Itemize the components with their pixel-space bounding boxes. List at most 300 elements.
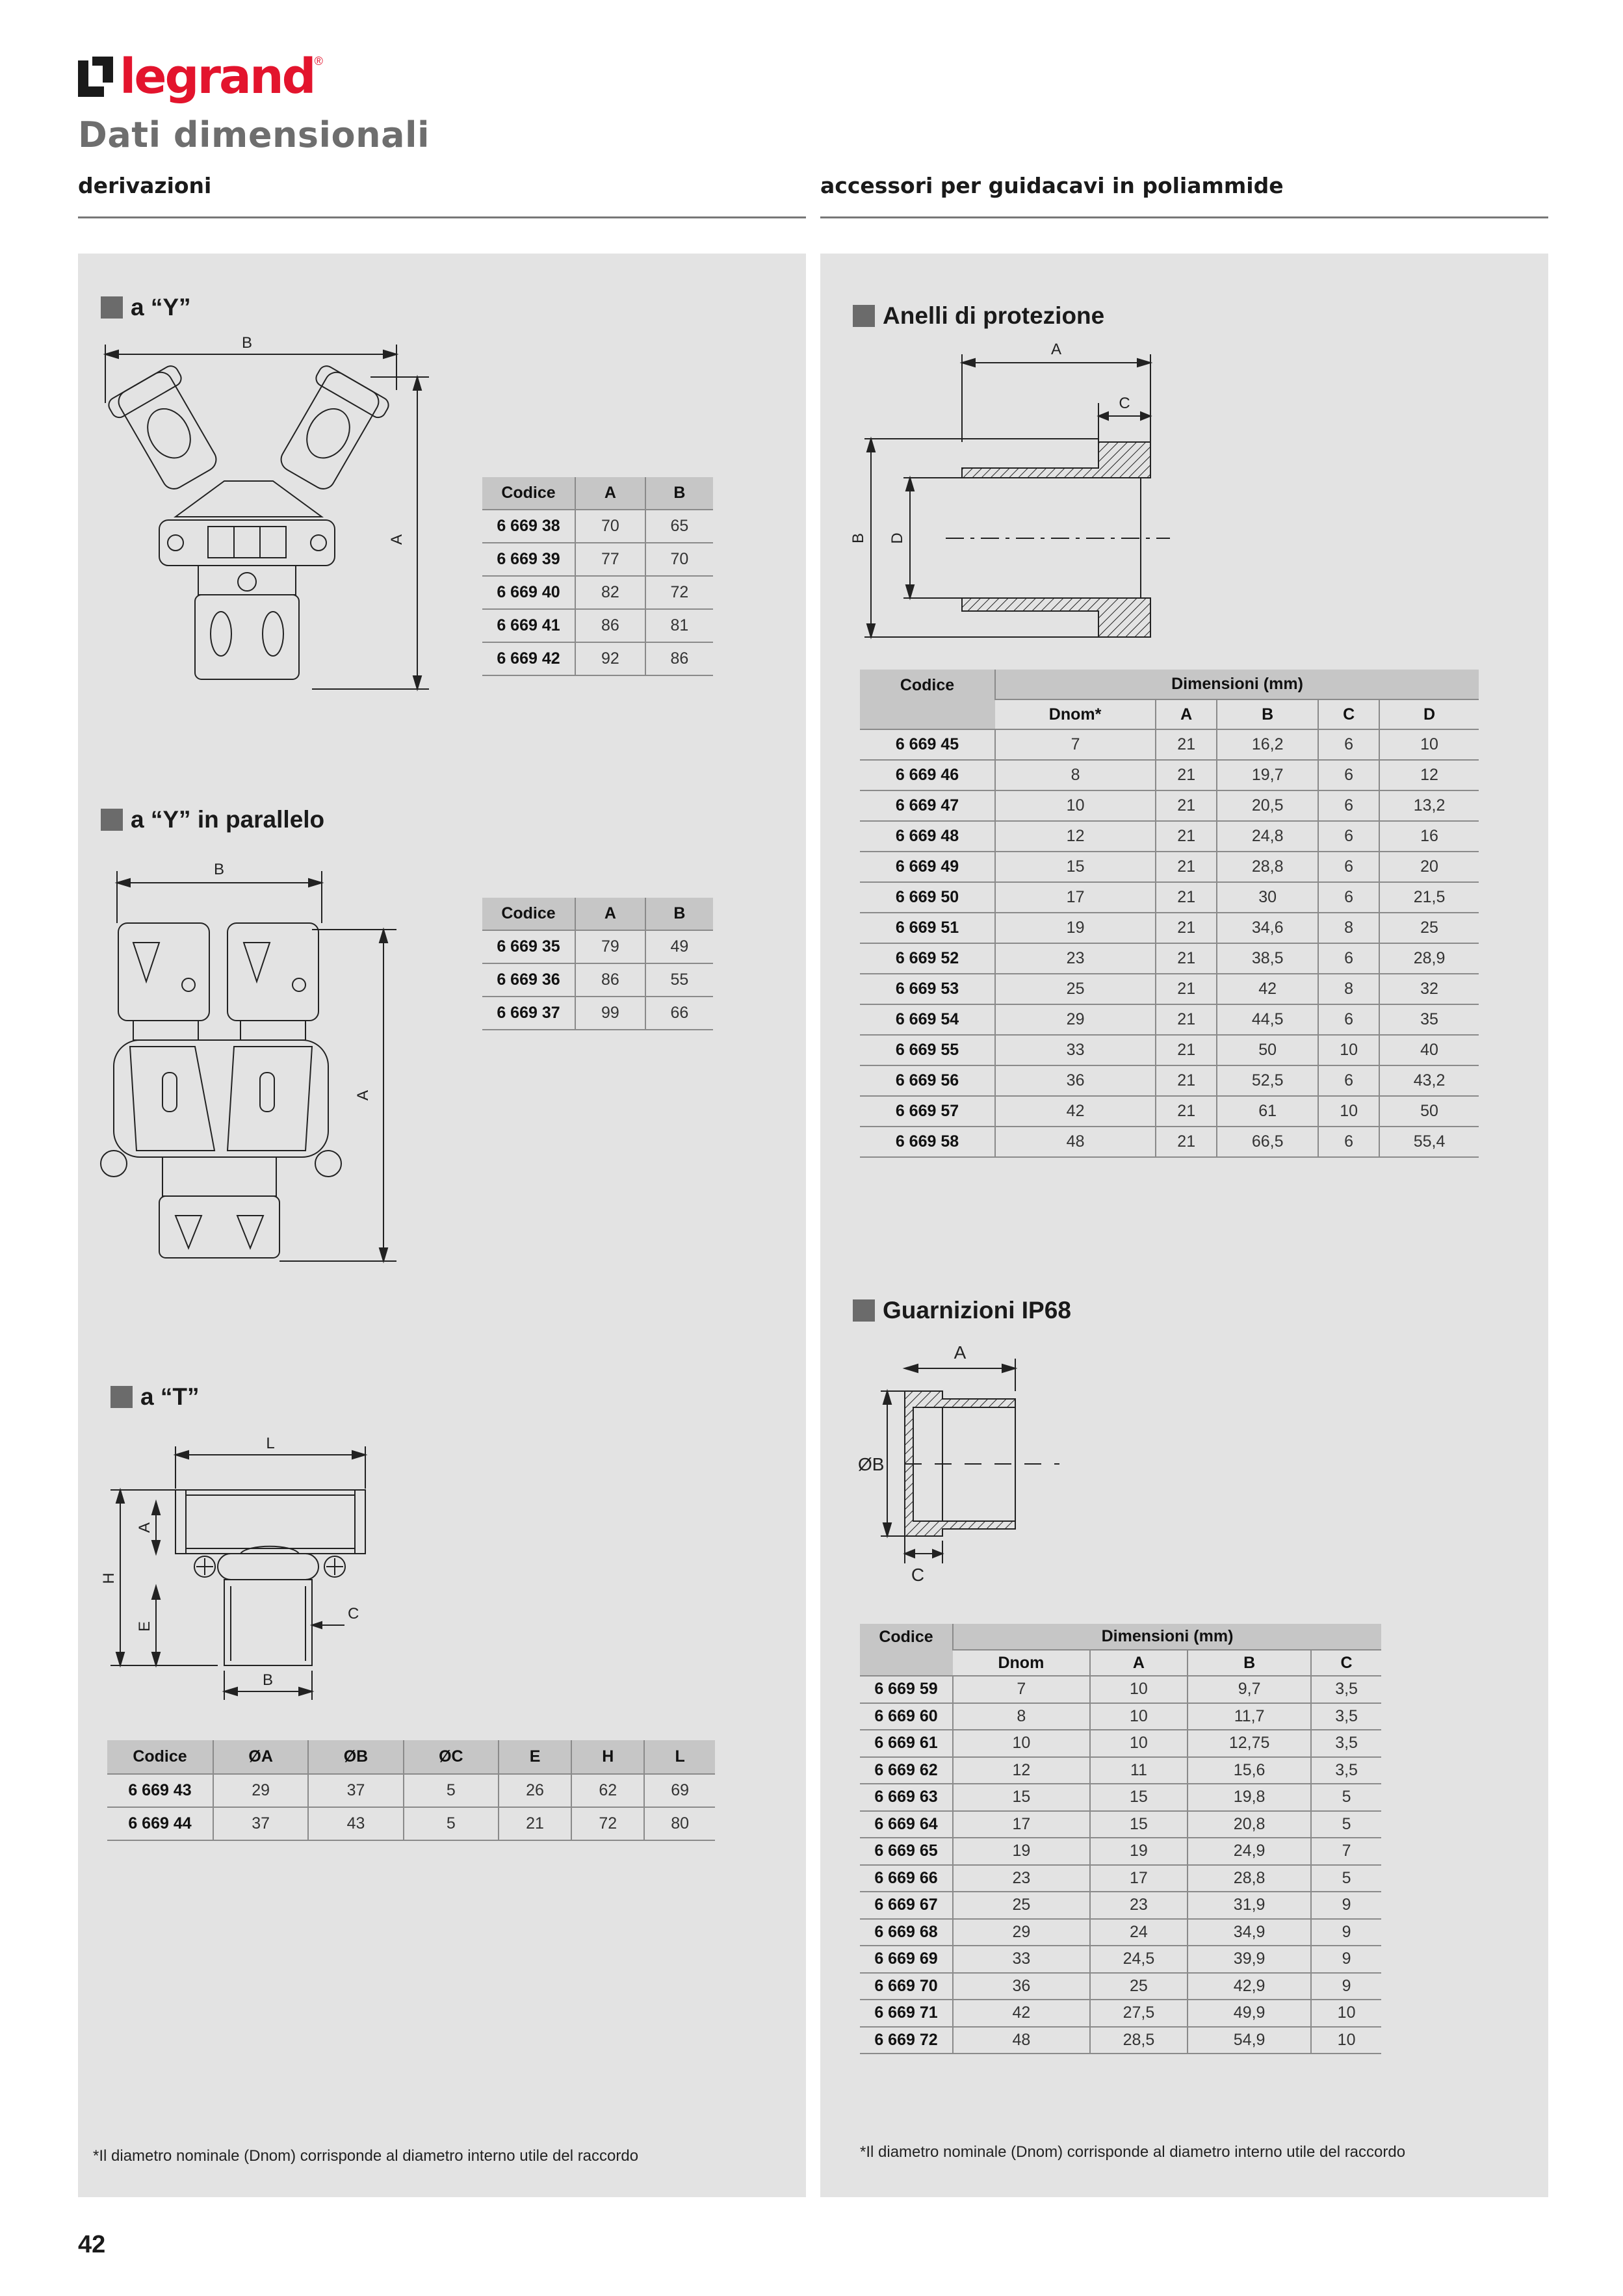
y-branch-heading-text: a “Y”	[131, 294, 191, 320]
anelli-dim-d-label: D	[889, 532, 906, 544]
value-cell: 19	[1090, 1838, 1188, 1865]
left-section-title: derivazioni	[78, 173, 212, 198]
value-cell: 52,5	[1217, 1065, 1318, 1096]
value-cell: 8	[953, 1703, 1090, 1730]
value-cell: 13,2	[1379, 790, 1479, 821]
bullet-square-icon	[101, 296, 123, 319]
product-code-cell: 6 669 56	[895, 1071, 959, 1089]
value-cell: 99	[575, 997, 645, 1030]
t-dim-e-label: E	[136, 1621, 153, 1632]
value-cell: 33	[995, 1035, 1156, 1065]
value-cell: 72	[645, 576, 713, 609]
product-code-cell: 6 669 68	[874, 1922, 938, 1941]
product-code-cell: 6 669 67	[874, 1896, 938, 1914]
col-header: Codice	[860, 1624, 953, 1676]
value-cell: 6	[1318, 1065, 1379, 1096]
value-cell: 21	[1156, 1004, 1217, 1035]
col-header: H	[571, 1740, 644, 1774]
value-cell: 48	[953, 2027, 1090, 2054]
value-cell: 20,5	[1217, 790, 1318, 821]
product-code-cell: 6 669 55	[895, 1041, 959, 1059]
value-cell: 28,5	[1090, 2027, 1188, 2054]
value-cell: 16,2	[1217, 729, 1318, 760]
value-cell: 69	[644, 1774, 715, 1807]
value-cell: 27,5	[1090, 2000, 1188, 2027]
t-branch-heading-text: a “T”	[140, 1383, 200, 1410]
table-row	[860, 1004, 1479, 1035]
value-cell: 25	[953, 1892, 1090, 1919]
table-row	[860, 821, 1479, 852]
value-cell: 6	[1318, 852, 1379, 882]
value-cell: 21	[1156, 821, 1217, 852]
col-header: B	[645, 898, 713, 930]
value-cell: 12,75	[1188, 1730, 1311, 1757]
product-code-cell: 6 669 51	[895, 919, 959, 937]
value-cell: 33	[953, 1946, 1090, 1973]
value-cell: 10	[1311, 2000, 1381, 2027]
y-branch-heading	[101, 294, 191, 321]
guarnizioni-table	[860, 1624, 1381, 2054]
y-parallel-table	[482, 898, 713, 1030]
value-cell: 49	[645, 930, 713, 963]
guarnizioni-dim-b-label: ØB	[858, 1454, 885, 1474]
value-cell: 25	[1379, 913, 1479, 943]
value-cell: 42	[1217, 974, 1318, 1004]
anelli-heading-text: Anelli di protezione	[883, 302, 1105, 329]
table-row	[482, 576, 713, 609]
value-cell: 9	[1311, 1946, 1381, 1973]
table-row	[860, 729, 1479, 760]
table-row	[482, 510, 713, 543]
table-row	[860, 1865, 1381, 1892]
value-cell: 10	[1318, 1096, 1379, 1127]
value-cell: 6	[1318, 760, 1379, 790]
col-header: D	[1379, 699, 1479, 729]
col-header: L	[644, 1740, 715, 1774]
col-header: A	[575, 477, 645, 510]
t-branch-diagram	[97, 1430, 409, 1703]
value-cell: 72	[571, 1807, 644, 1840]
value-cell: 21	[1156, 760, 1217, 790]
value-cell: 42,9	[1188, 1973, 1311, 2000]
t-branch-heading	[110, 1383, 199, 1411]
product-code-cell: 6 669 64	[874, 1814, 938, 1833]
guarnizioni-heading	[853, 1297, 1071, 1324]
value-cell: 21	[1156, 882, 1217, 913]
value-cell: 6	[1318, 790, 1379, 821]
value-cell: 15	[995, 852, 1156, 882]
value-cell: 55	[645, 963, 713, 997]
value-cell: 17	[953, 1811, 1090, 1838]
product-code-cell: 6 669 42	[497, 649, 560, 668]
table-row	[860, 1127, 1479, 1157]
value-cell: 77	[575, 543, 645, 576]
right-section-rule	[820, 216, 1548, 218]
product-code-cell: 6 669 40	[497, 583, 560, 601]
value-cell: 30	[1217, 882, 1318, 913]
value-cell: 24	[1090, 1919, 1188, 1946]
table-row	[860, 1096, 1479, 1127]
anelli-heading	[853, 302, 1104, 330]
legrand-logo-icon	[78, 57, 113, 97]
value-cell: 86	[645, 642, 713, 675]
product-code-cell: 6 669 59	[874, 1680, 938, 1699]
guarnizioni-diagram	[845, 1339, 1118, 1599]
value-cell: 28,8	[1217, 852, 1318, 882]
value-cell: 24,8	[1217, 821, 1318, 852]
value-cell: 19	[995, 913, 1156, 943]
right-footnote: *Il diametro nominale (Dnom) corrisponde al diametro interno utile del raccordo	[860, 2143, 1406, 2161]
bullet-square-icon	[853, 305, 875, 327]
value-cell: 82	[575, 576, 645, 609]
value-cell: 21	[1156, 852, 1217, 882]
col-header: C	[1318, 699, 1379, 729]
product-code-cell: 6 669 57	[895, 1102, 959, 1120]
value-cell: 16	[1379, 821, 1479, 852]
col-header: E	[499, 1740, 571, 1774]
value-cell: 8	[995, 760, 1156, 790]
value-cell: 81	[645, 609, 713, 642]
table-row	[860, 2000, 1381, 2027]
value-cell: 6	[1318, 821, 1379, 852]
bullet-square-icon	[101, 809, 123, 831]
col-header: ØA	[213, 1740, 308, 1774]
table-row	[482, 997, 713, 1030]
product-code-cell: 6 669 44	[128, 1814, 192, 1833]
anelli-dim-c-label: C	[1119, 395, 1130, 412]
logo-wordmark: legrand	[120, 49, 315, 105]
value-cell: 12	[953, 1757, 1090, 1784]
value-cell: 21	[1156, 913, 1217, 943]
page-number: 42	[78, 2231, 106, 2258]
y-parallel-heading-text: a “Y” in parallelo	[131, 806, 325, 833]
value-cell: 20	[1379, 852, 1479, 882]
value-cell: 55,4	[1379, 1127, 1479, 1157]
value-cell: 11	[1090, 1757, 1188, 1784]
value-cell: 36	[953, 1973, 1090, 2000]
value-cell: 34,9	[1188, 1919, 1311, 1946]
page-title: Dati dimensionali	[78, 114, 430, 155]
value-cell: 19,7	[1217, 760, 1318, 790]
t-dim-h-label: H	[100, 1572, 118, 1584]
value-cell: 15,6	[1188, 1757, 1311, 1784]
value-cell: 28,8	[1188, 1865, 1311, 1892]
value-cell: 49,9	[1188, 2000, 1311, 2027]
product-code-cell: 6 669 46	[895, 766, 959, 784]
product-code-cell: 6 669 45	[895, 735, 959, 753]
right-section-title: accessori per guidacavi in poliammide	[820, 173, 1284, 198]
value-cell: 11,7	[1188, 1703, 1311, 1730]
value-cell: 54,9	[1188, 2027, 1311, 2054]
table-row	[860, 882, 1479, 913]
value-cell: 3,5	[1311, 1703, 1381, 1730]
value-cell: 12	[1379, 760, 1479, 790]
value-cell: 10	[1090, 1703, 1188, 1730]
value-cell: 86	[575, 963, 645, 997]
table-row	[107, 1774, 715, 1807]
value-cell: 17	[1090, 1865, 1188, 1892]
value-cell: 10	[995, 790, 1156, 821]
value-cell: 86	[575, 609, 645, 642]
col-header: Codice	[107, 1740, 213, 1774]
product-code-cell: 6 669 54	[895, 1010, 959, 1028]
value-cell: 92	[575, 642, 645, 675]
value-cell: 23	[953, 1865, 1090, 1892]
value-cell: 6	[1318, 882, 1379, 913]
value-cell: 3,5	[1311, 1676, 1381, 1703]
table-row	[482, 543, 713, 576]
product-code-cell: 6 669 65	[874, 1842, 938, 1860]
value-cell: 21	[1156, 1065, 1217, 1096]
value-cell: 10	[1090, 1676, 1188, 1703]
value-cell: 29	[995, 1004, 1156, 1035]
value-cell: 66,5	[1217, 1127, 1318, 1157]
product-code-cell: 6 669 52	[895, 949, 959, 967]
table-row	[860, 913, 1479, 943]
col-header: A	[575, 898, 645, 930]
value-cell: 21	[1156, 943, 1217, 974]
value-cell: 37	[213, 1807, 308, 1840]
table-row	[482, 642, 713, 675]
value-cell: 34,6	[1217, 913, 1318, 943]
value-cell: 5	[404, 1774, 499, 1807]
value-cell: 7	[995, 729, 1156, 760]
product-code-cell: 6 669 38	[497, 517, 560, 535]
value-cell: 12	[995, 821, 1156, 852]
col-header: A	[1090, 1650, 1188, 1676]
table-row	[860, 1676, 1381, 1703]
col-header: ØC	[404, 1740, 499, 1774]
value-cell: 79	[575, 930, 645, 963]
value-cell: 7	[953, 1676, 1090, 1703]
left-section-rule	[78, 216, 806, 218]
value-cell: 3,5	[1311, 1730, 1381, 1757]
value-cell: 5	[1311, 1784, 1381, 1811]
product-code-cell: 6 669 71	[874, 2003, 938, 2022]
value-cell: 21	[1156, 974, 1217, 1004]
anelli-table	[860, 670, 1479, 1158]
value-cell: 24,5	[1090, 1946, 1188, 1973]
guarnizioni-dim-a-label: A	[954, 1342, 967, 1363]
value-cell: 70	[645, 543, 713, 576]
table-row	[860, 943, 1479, 974]
table-row	[860, 1892, 1381, 1919]
product-code-cell: 6 669 61	[874, 1734, 938, 1753]
value-cell: 65	[645, 510, 713, 543]
product-code-cell: 6 669 39	[497, 550, 560, 568]
table-row	[860, 1784, 1381, 1811]
product-code-cell: 6 669 60	[874, 1706, 938, 1725]
table-row	[860, 1973, 1381, 2000]
value-cell: 62	[571, 1774, 644, 1807]
table-row	[860, 1838, 1381, 1865]
value-cell: 38,5	[1217, 943, 1318, 974]
value-cell: 8	[1318, 974, 1379, 1004]
y-dim-b-label: B	[241, 334, 253, 352]
value-cell: 40	[1379, 1035, 1479, 1065]
value-cell: 9	[1311, 1892, 1381, 1919]
product-code-cell: 6 669 62	[874, 1760, 938, 1779]
product-code-cell: 6 669 36	[497, 971, 560, 989]
product-code-cell: 6 669 49	[895, 857, 959, 876]
table-row	[860, 974, 1479, 1004]
value-cell: 15	[953, 1784, 1090, 1811]
value-cell: 6	[1318, 943, 1379, 974]
guarnizioni-dim-c-label: C	[911, 1565, 925, 1585]
col-header: B	[1188, 1650, 1311, 1676]
y-branch-diagram	[97, 332, 435, 696]
value-cell: 15	[1090, 1784, 1188, 1811]
value-cell: 10	[953, 1730, 1090, 1757]
value-cell: 23	[995, 943, 1156, 974]
value-cell: 6	[1318, 729, 1379, 760]
value-cell: 9,7	[1188, 1676, 1311, 1703]
value-cell: 6	[1318, 1004, 1379, 1035]
table-row	[860, 1730, 1381, 1757]
value-cell: 61	[1217, 1096, 1318, 1127]
table-row	[860, 1919, 1381, 1946]
value-cell: 43	[308, 1807, 403, 1840]
t-dim-b-label: B	[262, 1671, 274, 1689]
value-cell: 21	[499, 1807, 571, 1840]
value-cell: 42	[953, 2000, 1090, 2027]
col-header: Codice	[482, 477, 575, 510]
y-branch-table	[482, 477, 713, 676]
anelli-dim-b-label: B	[850, 532, 867, 544]
col-header: Codice	[860, 670, 995, 729]
value-cell: 66	[645, 997, 713, 1030]
value-cell: 21	[1156, 1096, 1217, 1127]
product-code-cell: 6 669 70	[874, 1976, 938, 1995]
group-header: Dimensioni (mm)	[953, 1624, 1381, 1650]
table-row	[860, 1757, 1381, 1784]
value-cell: 5	[1311, 1865, 1381, 1892]
value-cell: 10	[1318, 1035, 1379, 1065]
value-cell: 9	[1311, 1919, 1381, 1946]
bullet-square-icon	[853, 1299, 875, 1322]
col-header: ØB	[308, 1740, 403, 1774]
value-cell: 25	[1090, 1973, 1188, 2000]
value-cell: 21	[1156, 729, 1217, 760]
product-code-cell: 6 669 47	[895, 796, 959, 815]
value-cell: 31,9	[1188, 1892, 1311, 1919]
value-cell: 80	[644, 1807, 715, 1840]
table-row	[482, 609, 713, 642]
table-row	[860, 1035, 1479, 1065]
value-cell: 42	[995, 1096, 1156, 1127]
product-code-cell: 6 669 53	[895, 980, 959, 998]
col-header: A	[1156, 699, 1217, 729]
col-header: Codice	[482, 898, 575, 930]
value-cell: 9	[1311, 1973, 1381, 2000]
value-cell: 26	[499, 1774, 571, 1807]
table-row	[860, 1946, 1381, 1973]
y-parallel-heading	[101, 806, 324, 833]
value-cell: 7	[1311, 1838, 1381, 1865]
value-cell: 29	[213, 1774, 308, 1807]
value-cell: 37	[308, 1774, 403, 1807]
value-cell: 10	[1379, 729, 1479, 760]
value-cell: 39,9	[1188, 1946, 1311, 1973]
value-cell: 17	[995, 882, 1156, 913]
table-row	[482, 930, 713, 963]
value-cell: 21	[1156, 1127, 1217, 1157]
product-code-cell: 6 669 66	[874, 1868, 938, 1887]
y-dim-a-label: A	[388, 534, 406, 545]
product-code-cell: 6 669 43	[128, 1781, 192, 1799]
legrand-logo	[78, 51, 323, 103]
value-cell: 10	[1311, 2027, 1381, 2054]
registered-mark: ®	[314, 55, 323, 68]
anelli-diagram	[845, 338, 1183, 650]
product-code-cell: 6 669 69	[874, 1950, 938, 1968]
value-cell: 25	[995, 974, 1156, 1004]
table-row	[860, 790, 1479, 821]
table-row	[860, 1065, 1479, 1096]
value-cell: 50	[1379, 1096, 1479, 1127]
value-cell: 36	[995, 1065, 1156, 1096]
value-cell: 3,5	[1311, 1757, 1381, 1784]
t-branch-table	[107, 1740, 715, 1841]
product-code-cell: 6 669 58	[895, 1132, 959, 1151]
table-row	[860, 1703, 1381, 1730]
table-row	[860, 852, 1479, 882]
table-row	[107, 1807, 715, 1840]
value-cell: 28,9	[1379, 943, 1479, 974]
product-code-cell: 6 669 35	[497, 937, 560, 956]
left-footnote: *Il diametro nominale (Dnom) corrisponde al diametro interno utile del raccordo	[93, 2147, 639, 2165]
col-header: C	[1311, 1650, 1381, 1676]
value-cell: 50	[1217, 1035, 1318, 1065]
value-cell: 5	[404, 1807, 499, 1840]
product-code-cell: 6 669 41	[497, 616, 560, 634]
value-cell: 20,8	[1188, 1811, 1311, 1838]
guarnizioni-heading-text: Guarnizioni IP68	[883, 1297, 1071, 1324]
value-cell: 70	[575, 510, 645, 543]
col-header: B	[645, 477, 713, 510]
value-cell: 15	[1090, 1811, 1188, 1838]
value-cell: 23	[1090, 1892, 1188, 1919]
y-parallel-dim-b-label: B	[213, 861, 225, 878]
value-cell: 21	[1156, 790, 1217, 821]
table-row	[482, 963, 713, 997]
value-cell: 35	[1379, 1004, 1479, 1035]
value-cell: 19	[953, 1838, 1090, 1865]
t-dim-c-label: C	[348, 1605, 359, 1623]
value-cell: 8	[1318, 913, 1379, 943]
table-row	[860, 2027, 1381, 2054]
t-dim-l-label: L	[266, 1435, 275, 1452]
value-cell: 19,8	[1188, 1784, 1311, 1811]
value-cell: 44,5	[1217, 1004, 1318, 1035]
product-code-cell: 6 669 37	[497, 1004, 560, 1022]
value-cell: 5	[1311, 1811, 1381, 1838]
value-cell: 21	[1156, 1035, 1217, 1065]
col-header: Dnom*	[995, 699, 1156, 729]
y-parallel-diagram	[97, 852, 409, 1268]
value-cell: 43,2	[1379, 1065, 1479, 1096]
table-row	[860, 760, 1479, 790]
value-cell: 29	[953, 1919, 1090, 1946]
anelli-dim-a-label: A	[1050, 341, 1062, 358]
value-cell: 6	[1318, 1127, 1379, 1157]
bullet-square-icon	[110, 1386, 133, 1408]
table-row	[860, 1811, 1381, 1838]
value-cell: 21,5	[1379, 882, 1479, 913]
value-cell: 48	[995, 1127, 1156, 1157]
product-code-cell: 6 669 72	[874, 2030, 938, 2049]
group-header: Dimensioni (mm)	[995, 670, 1479, 699]
